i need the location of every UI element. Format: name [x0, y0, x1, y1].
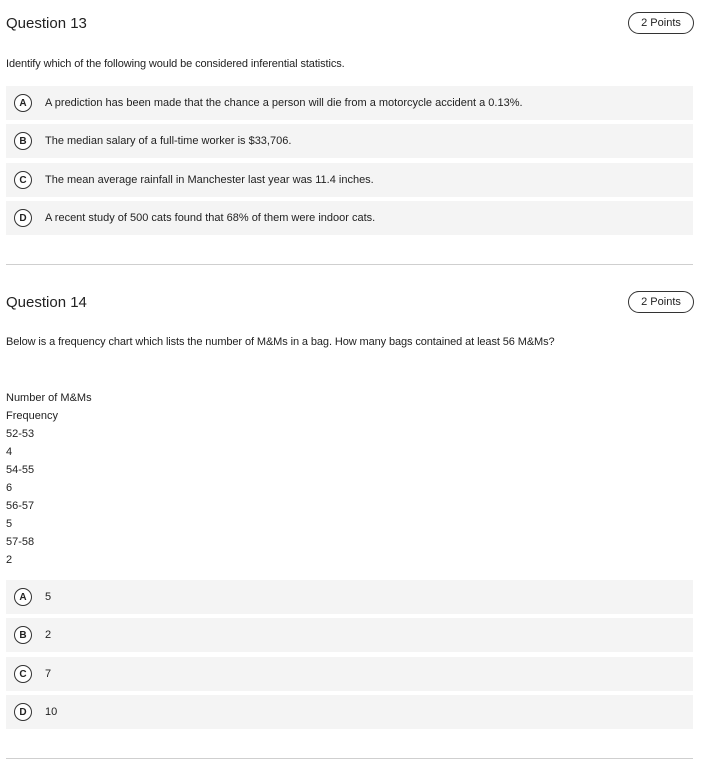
option-b[interactable] [6, 124, 693, 158]
option-letter-badge: A [14, 94, 32, 112]
table-line: 4 [6, 446, 13, 458]
option-letter-badge: D [14, 209, 32, 227]
table-line: 56-57 [6, 500, 35, 512]
option-d[interactable] [6, 695, 693, 729]
option-text: The median salary of a full-time worker is $33,706. [45, 135, 292, 147]
option-text: The mean average rainfall in Manchester last year was 11.4 inches. [45, 174, 374, 186]
question-title: Question 14 [6, 294, 87, 311]
question-14-header [6, 291, 694, 317]
option-b[interactable] [6, 618, 693, 652]
option-c[interactable] [6, 163, 693, 197]
option-text: 2 [45, 629, 52, 641]
option-a[interactable] [6, 580, 693, 614]
table-line: Frequency [6, 410, 58, 422]
table-line: 6 [6, 482, 13, 494]
option-text: A recent study of 500 cats found that 68% of them were indoor cats. [45, 212, 376, 224]
question-13-header [6, 12, 694, 38]
divider [6, 758, 693, 759]
option-letter-badge: D [14, 703, 32, 721]
option-a[interactable] [6, 86, 693, 120]
points-badge: 2 Points [628, 12, 694, 34]
table-line: 57-58 [6, 536, 35, 548]
option-c[interactable] [6, 657, 693, 691]
table-line: 5 [6, 518, 13, 530]
option-letter-badge: B [14, 626, 32, 644]
divider [6, 264, 693, 265]
option-text: 10 [45, 706, 58, 718]
option-letter-badge: A [14, 588, 32, 606]
option-text: 5 [45, 591, 52, 603]
table-line: 52-53 [6, 428, 35, 440]
option-letter-badge: C [14, 171, 32, 189]
table-line: 2 [6, 554, 13, 566]
option-letter-badge: C [14, 665, 32, 683]
points-badge: 2 Points [628, 291, 694, 313]
question-prompt: Below is a frequency chart which lists the number of M&Ms in a bag. How many bags contained at least 56 M&Ms? [6, 336, 555, 348]
option-text: 7 [45, 668, 52, 680]
question-title: Question 13 [6, 15, 87, 32]
option-text: A prediction has been made that the chance a person will die from a motorcycle accident a 0.13%. [45, 97, 523, 109]
question-prompt: Identify which of the following would be considered inferential statistics. [6, 58, 345, 70]
table-line: 54-55 [6, 464, 35, 476]
option-letter-badge: B [14, 132, 32, 150]
option-d[interactable] [6, 201, 693, 235]
table-line: Number of M&Ms [6, 392, 92, 404]
